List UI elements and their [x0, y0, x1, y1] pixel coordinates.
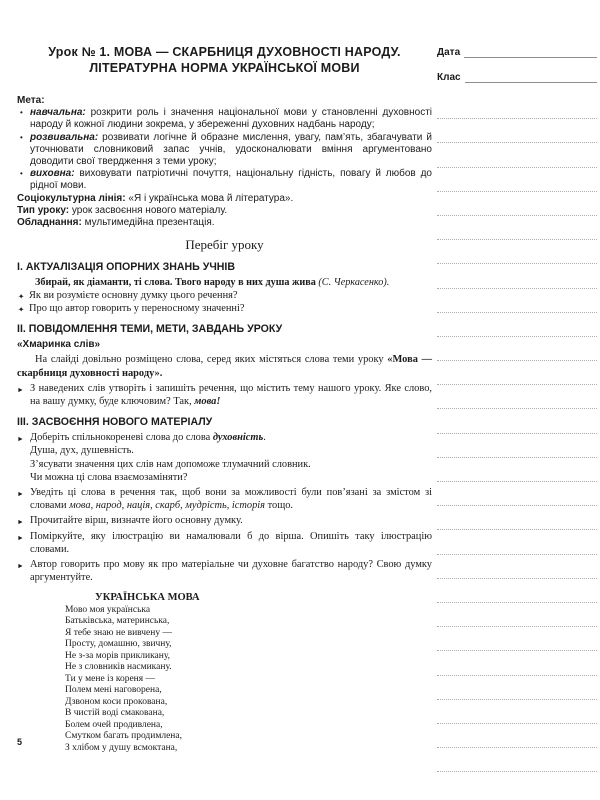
- arrow-bullet-icon: ►: [17, 385, 24, 394]
- subsection-heading: «Хмаринка слів»: [17, 339, 101, 351]
- note-line: [437, 264, 597, 288]
- note-line: [437, 748, 597, 772]
- note-line: [437, 95, 597, 119]
- meta-item: [17, 132, 432, 169]
- meta-item: [17, 168, 432, 192]
- task-text: Автор говорить про мову як про матеріальне чи духовне багатство народу? Свою думку аргументуйте.: [30, 559, 432, 584]
- note-line: [437, 313, 597, 337]
- note-line: [437, 651, 597, 675]
- info-text: урок засвоєння нового матеріалу.: [69, 205, 228, 217]
- info-label: Обладнання:: [17, 217, 82, 229]
- meta-item-lead: виховна:: [30, 168, 75, 180]
- task-item: [17, 530, 432, 556]
- question-text: Як ви розумієте основну думку цього речення?: [29, 290, 238, 302]
- epigraph: [17, 276, 432, 289]
- note-line: [437, 168, 597, 192]
- poem-line: В чистій воді смакована,: [65, 708, 165, 718]
- question-item: [17, 302, 432, 315]
- poem-line: Мово моя українська: [65, 604, 151, 615]
- dot-bullet-icon: •: [20, 169, 23, 179]
- date-blank-line: [464, 45, 597, 58]
- task-text: .: [263, 432, 266, 444]
- task-text: Уведіть ці слова в речення так, щоб вони за можливості були пов’язані за змістом зі словами: [30, 487, 432, 512]
- poem-line: Смутком багать продимлена,: [65, 731, 182, 741]
- epigraph-text: Збирай, як діаманти, ті слова. Твого народу в них душа жива: [35, 276, 316, 288]
- info-line: [17, 205, 432, 217]
- note-line: [437, 627, 597, 651]
- main-column: [17, 44, 432, 754]
- task-text: Прочитайте вірш, визначте його основну думку.: [30, 515, 243, 527]
- note-line: [437, 555, 597, 579]
- note-line: [437, 482, 597, 506]
- arrow-bullet-icon: ►: [17, 533, 24, 542]
- poem-line: Не з-за морів прикликану,: [65, 650, 171, 661]
- task-item: [17, 558, 432, 584]
- diamond-bullet-icon: ✦: [18, 305, 25, 315]
- note-line: [437, 506, 597, 530]
- info-line: [17, 193, 432, 205]
- task-text: З наведених слів утворіть і запишіть речення, що містить тему нашого уроку. Яке слово, на вашу думку, буде ключовим? Так,: [30, 382, 432, 408]
- notes-column: [437, 44, 597, 772]
- flow-title: Перебіг уроку: [185, 236, 264, 252]
- meta-item-text: розвивати логічне й образне мислення, увагу, пам’ять, збагачувати й уточнювати словниковий запас учнів, удосконалювати вміння аргументовано доводити свої твердження з теми уроку;: [30, 131, 432, 168]
- task-item: [17, 382, 432, 408]
- note-line: [437, 240, 597, 264]
- class-row: [437, 69, 597, 83]
- info-label: Соціокультурна лінія:: [17, 192, 126, 204]
- poem-line: Полем мені наговорена,: [65, 685, 162, 695]
- note-line: [437, 143, 597, 167]
- arrow-bullet-icon: ►: [17, 490, 24, 499]
- meta-item-lead: навчальна:: [30, 107, 86, 119]
- task-em: мова!: [194, 396, 221, 408]
- note-line: [437, 119, 597, 143]
- poem-line: Не з словників насмикану.: [65, 662, 172, 672]
- task-sub-line: Душа, дух, душевність.: [30, 445, 134, 457]
- task-sub-line: Чи можна ці слова взаємозаміняти?: [30, 471, 188, 483]
- task-em: духовність: [212, 432, 264, 444]
- note-line: [437, 676, 597, 700]
- diamond-bullet-icon: ✦: [18, 292, 25, 302]
- poem-line: З хлібом у душу всмоктана,: [65, 742, 178, 753]
- note-line: [437, 361, 597, 385]
- page-number: 5: [17, 737, 23, 747]
- note-line: [437, 289, 597, 313]
- poem-line: Я тебе знаю не вивчену —: [65, 627, 172, 638]
- meta-item: [17, 107, 432, 131]
- info-label: Тип уроку:: [17, 205, 70, 217]
- meta-item-lead: розвивальна:: [30, 131, 99, 143]
- info-line: [17, 217, 432, 229]
- task-item: [17, 486, 432, 512]
- paragraph-text: На слайді довільно розміщено слова, серед яких містяться слова теми уроку: [35, 354, 388, 366]
- poem-line: Батьківська, материнська,: [65, 616, 170, 626]
- section-heading-1: І. АКТУАЛІЗАЦІЯ ОПОРНИХ ЗНАНЬ УЧНІВ: [17, 260, 236, 273]
- meta-item-text: розкрити роль і значення національної мови у становленні духовності народу й кожної людини зокрема, у збереженні духовних надбань народу;: [30, 107, 432, 131]
- note-lines: [437, 95, 597, 772]
- info-text: мультимедійна презентація.: [81, 217, 215, 229]
- note-line: [437, 385, 597, 409]
- epigraph-attribution: (С. Черкасенко).: [315, 276, 390, 288]
- poem-title: УКРАЇНСЬКА МОВА: [95, 591, 200, 603]
- lesson-title-line1: Урок № 1. МОВА — СКАРБНИЦЯ ДУХОВНОСТІ НАРОДУ.: [48, 45, 401, 59]
- arrow-bullet-icon: ►: [17, 518, 24, 527]
- task-em: мова, народ, нація, скарб, мудрість, історія: [69, 500, 266, 512]
- note-line: [437, 192, 597, 216]
- dot-bullet-icon: •: [20, 108, 23, 118]
- dot-bullet-icon: •: [20, 132, 23, 142]
- task-text: Поміркуйте, яку ілюстрацію ви намалювали б до вірша. Опишіть таку ілюстрацію словами.: [30, 530, 432, 555]
- section-heading-2: ІІ. ПОВІДОМЛЕННЯ ТЕМИ, МЕТИ, ЗАВДАНЬ УРОКУ: [17, 323, 283, 336]
- note-line: [437, 434, 597, 458]
- question-item: [17, 289, 432, 302]
- paragraph: [17, 353, 432, 379]
- poem: [65, 591, 432, 755]
- note-line: [437, 530, 597, 554]
- arrow-bullet-icon: ►: [17, 435, 24, 444]
- task-item: [17, 514, 432, 527]
- poem-line: Болем очей продивлена,: [65, 719, 163, 730]
- meta-section: [17, 95, 432, 193]
- note-line: [437, 579, 597, 603]
- class-blank-line: [465, 70, 597, 83]
- poem-line: Ти у мене із кореня —: [65, 673, 155, 684]
- task-text: Доберіть спільнокореневі слова до слова: [30, 432, 213, 444]
- note-line: [437, 458, 597, 482]
- lesson-title-line2: ЛІТЕРАТУРНА НОРМА УКРАЇНСЬКОЇ МОВИ: [89, 61, 360, 75]
- poem-line: Просту, домашню, звичну,: [65, 639, 172, 649]
- lesson-title: [17, 44, 432, 76]
- arrow-bullet-icon: ►: [17, 562, 24, 571]
- note-line: [437, 603, 597, 627]
- info-text: «Я і українська мова й література».: [125, 192, 294, 204]
- poem-line: Дзвоном коси прокована,: [65, 696, 168, 707]
- task-text: тощо.: [265, 500, 294, 512]
- meta-label: Мета:: [17, 95, 45, 106]
- task-sub-line: З’ясувати значення цих слів нам допоможе тлумачний словник.: [30, 458, 311, 470]
- paragraph-bold: «Мова — скарбниця духовності народу».: [17, 354, 432, 379]
- class-label: Клас: [437, 72, 461, 83]
- section-heading-3: ІІІ. ЗАСВОЄННЯ НОВОГО МАТЕРІАЛУ: [17, 416, 213, 429]
- note-line: [437, 409, 597, 433]
- note-line: [437, 216, 597, 240]
- date-row: [437, 44, 597, 58]
- note-line: [437, 700, 597, 724]
- meta-item-text: виховувати патріотичні почуття, національну гідність, повагу й любов до рідної мови.: [30, 168, 432, 192]
- note-line: [437, 337, 597, 361]
- question-text: Про що автор говорить у переносному значенні?: [29, 303, 245, 315]
- date-label: Дата: [437, 47, 461, 58]
- task-item: [17, 431, 432, 484]
- note-line: [437, 724, 597, 748]
